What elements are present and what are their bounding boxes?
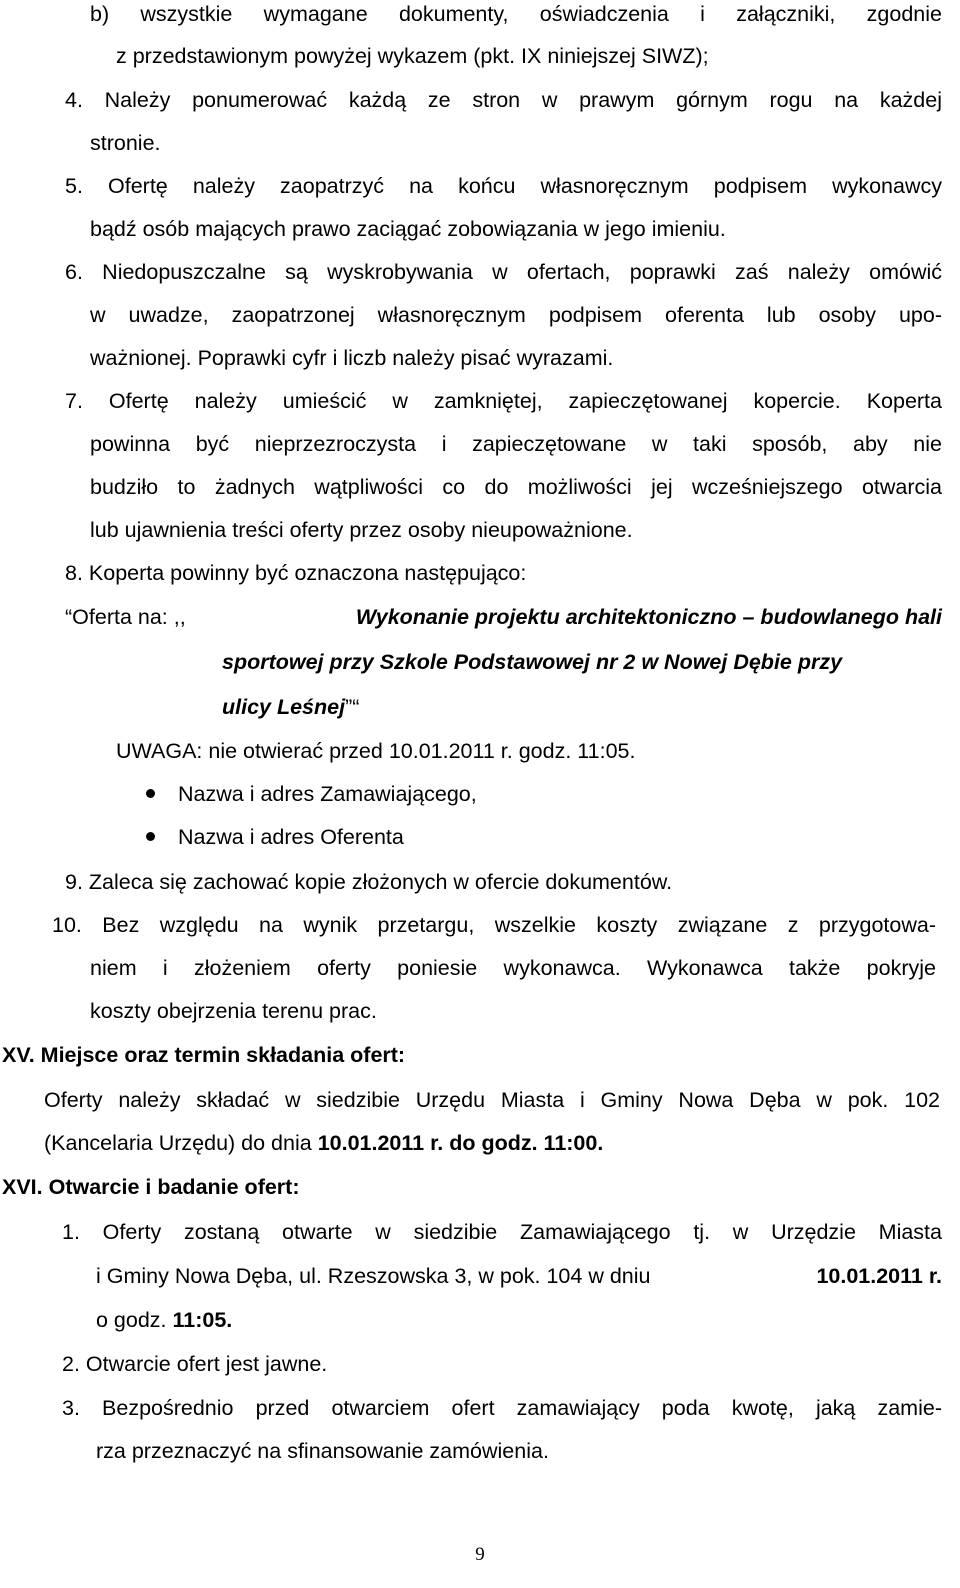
bullet-item: Nazwa i adres Zamawiającego, (178, 782, 477, 806)
section-heading-xvi: XVI. Otwarcie i badanie ofert: (2, 1175, 300, 1199)
bullet-icon (146, 789, 155, 798)
opening-time-prefix: o godz. (96, 1308, 173, 1332)
envelope-label-title-end (222, 693, 359, 721)
bullet-icon (146, 832, 155, 841)
envelope-label-line (65, 603, 942, 631)
list-item-8: 8. Koperta powinny być oznaczona następująco: (65, 561, 527, 585)
text-line: z przedstawionym powyżej wykazem (pkt. IX niniejszej SIWZ); (116, 44, 709, 68)
opening-date: 10.01.2011 r. (816, 1264, 942, 1288)
text-line: w uwadze, zaopatrzonej własnoręcznym podpisem oferenta lub osoby upo- (90, 303, 942, 327)
deadline-line (44, 1129, 603, 1157)
list-item-9: 9. Zaleca się zachować kopie złożonych w ofercie dokumentów. (65, 870, 673, 894)
envelope-label-title: Wykonanie projektu architektoniczno – budowlanego hali (355, 605, 942, 629)
text-line: lub ujawnienia treści oferty przez osoby nieupoważnione. (90, 518, 633, 542)
list-item-10: 10. Bez względu na wynik przetargu, wszelkie koszty związane z przygotowa- (52, 913, 936, 937)
text-line: stronie. (90, 131, 161, 155)
list-item-3: 3. Bezpośrednio przed otwarciem ofert zamawiający poda kwotę, jaką zamie- (62, 1396, 942, 1420)
section-heading-xv: XV. Miejsce oraz termin składania ofert: (2, 1043, 406, 1067)
text-line: b) wszystkie wymagane dokumenty, oświadczenia i załączniki, zgodnie (90, 2, 942, 26)
text-line: koszty obejrzenia terenu prac. (90, 999, 377, 1023)
list-item-1: 1. Oferty zostaną otwarte w siedzibie Zamawiającego tj. w Urzędzie Miasta (62, 1220, 942, 1244)
text-line: ważnionej. Poprawki cyfr i liczb należy pisać wyrazami. (90, 346, 614, 370)
opening-time: 11:05. (172, 1308, 233, 1332)
list-item-2: 2. Otwarcie ofert jest jawne. (62, 1352, 328, 1376)
text-line: powinna być nieprzezroczysta i zapieczętowane w taki sposób, aby nie (90, 432, 942, 456)
envelope-label-title-last: ulicy Leśnej (222, 695, 346, 719)
text-line: rza przeznaczyć na sfinansowanie zamówienia. (96, 1439, 549, 1463)
text-line: Oferty należy składać w siedzibie Urzędu Miasta i Gminy Nowa Dęba w pok. 102 (44, 1088, 940, 1112)
text-line: niem i złożeniem oferty poniesie wykonawca. Wykonawca także pokryje (90, 956, 936, 980)
deadline-date: 10.01.2011 r. do godz. 11:00. (317, 1131, 604, 1155)
closing-quotes: ”“ (345, 695, 360, 719)
list-item-7: 7. Ofertę należy umieścić w zamkniętej, zapieczętowanej kopercie. Koperta (65, 389, 942, 413)
page-number: 9 (475, 1544, 485, 1565)
opening-time-line (96, 1306, 232, 1334)
warning-line: UWAGA: nie otwierać przed 10.01.2011 r. godz. 11:05. (116, 739, 636, 763)
list-item-5: 5. Ofertę należy zaopatrzyć na końcu własnoręcznym podpisem wykonawcy (65, 174, 942, 198)
text-line: bądź osób mających prawo zaciągać zobowiązania w jego imieniu. (90, 217, 726, 241)
opening-location: i Gminy Nowa Dęba, ul. Rzeszowska 3, w pok. 104 w dniu (96, 1264, 651, 1288)
envelope-label-prefix: “Oferta na: ,, (65, 605, 186, 629)
list-item-4: 4. Należy ponumerować każdą ze stron w prawym górnym rogu na każdej (65, 88, 942, 112)
list-item-6: 6. Niedopuszczalne są wyskrobywania w ofertach, poprawki zaś należy omówić (65, 260, 942, 284)
deadline-prefix: (Kancelaria Urzędu) do dnia (44, 1131, 318, 1155)
text-line: budziło to żadnych wątpliwości co do możliwości jej wcześniejszego otwarcia (90, 475, 942, 499)
bullet-item: Nazwa i adres Oferenta (178, 825, 404, 849)
opening-location-line (96, 1262, 942, 1290)
envelope-label-title-cont: sportowej przy Szkole Podstawowej nr 2 w Nowej Dębie przy (222, 650, 843, 674)
